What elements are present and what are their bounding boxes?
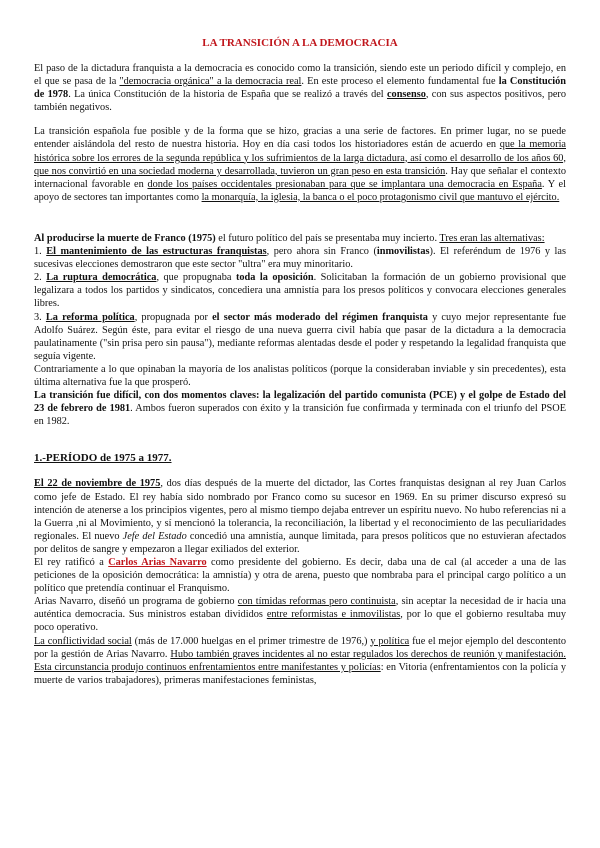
outcome-paragraph: Contrariamente a lo que opinaban la mayoría de los analistas políticos (porque la consideraban inviable y sin precedentes), esta última alternativa fue la que prosperó. <box>34 363 566 388</box>
page-title: LA TRANSICIÓN A LA DEMOCRACIA <box>202 37 398 49</box>
intro-paragraph: El paso de la dictadura franquista a la democracia es conocido como la transición, siendo este un periodo difícil y complejo, en el que se pasa de la "democracia orgánica" a la democracia real. En este proceso el elemento fundamental fue la Constitución de 1978. La única Constitución de la historia de España que se realizó a través del consenso, con sus aspectos positivos, pero también negativos. <box>34 63 567 114</box>
section-heading: 1.-PERÍODO de 1975 a 1977. <box>34 452 172 465</box>
key-moments-paragraph: La transición fue difícil, con dos momentos claves: la legalización del partido comunista (PCE) y el golpe de Estado del 23 de febrero de 1981. Ambos fueron superados con éxito y la transición fue confirmada y terminada con el triunfo del PSOE en 1982. <box>34 390 567 428</box>
king-paragraph: El 22 de noviembre de 1975, dos días después de la muerte del dictador, las Cortes franquistas designan al rey Juan Carlos como jefe de Estado. El rey había sido nombrado por Franco como su sucesor en 1969. En su primer discurso expresó su intención de atenerse a los principios vigentes, pero al mismo tiempo dejaba entrever un espíritu nuevo. No hubo referencias ni a la Guerra ,ni al Movimiento, y sí mencionó la tolerancia, la reconciliación, la libertad y el reconocimiento de las peculiaridades regionales. El nuevo Jefe del Estado concedió una amnistía, aunque limitada, para presos políticos que no estuvieran afectados por delitos de sangre y empezaron a llegar exiliados del exterior. <box>34 478 566 555</box>
alternative-item-3: 3. La reforma política, propugnada por el sector más moderado del régimen franquista y cuyo mejor representante fue Adolfo Suárez. Según éste, para evitar el riesgo de una nueva guerra civil había que pasar de la dictadura a la democracia paulatinamente ("sin prisa pero sin pausa"), mediante reformas alentadas desde el poder y respetando la legalidad franquista que seguía vigente. <box>34 311 566 362</box>
arias-navarro-paragraph: El rey ratificó a Carlos Arias Navarro como presidente del gobierno. Es decir, daba una de cal (al acceder a una de las peticiones de la oposición democrática: la amnistía) y otra de arena, puesto que nombraba para el principal cargo político a un político que pretendía continuar el Franquismo. <box>34 557 566 595</box>
alternatives-intro: Al producirse la muerte de Franco (1975) el futuro político del país se presentaba muy incierto. Tres eran las alternativas: <box>34 232 545 244</box>
alternative-item-2: 2. La ruptura democrática, que propugnaba toda la oposición. Solicitaban la formación de un gobierno provisional que legalizara a todos los partidos y sindicatos, concediera una amnistía para los presos políticos y convocara elecciones generales libres. <box>34 272 566 310</box>
government-program-paragraph: Arias Navarro, diseñó un programa de gobierno con tímidas reformas pero continuista, sin aceptar la necesidad de ir hacia una auténtica democracia. Sus ministros estaban divididos entre reformistas e inmovilistas, por lo que el gobierno resultaba muy poco operativo. <box>34 596 566 634</box>
social-conflict-paragraph: La conflictividad social (más de 17.000 huelgas en el primer trimestre de 1976,) y política fue el mejor ejemplo del descontento por la gestión de Arias Navarro. Hubo también graves incidentes al no estar regulados los derechos de reunión y manifestación. Esta circunstancia produjo continuos enfrentamientos entre manifestantes y policías: en Vitoria (enfrentamientos con la policía y muerte de varios trabajadores), primeras manifestaciones feministas, <box>34 635 567 686</box>
factors-paragraph: La transición española fue posible y de la forma que se hizo, gracias a una serie de factores. En primer lugar, no se puede entender aislándola del resto de nuestra historia. Hoy en día casi todos los historiadores están de acuerdo en que la memoria histórica sobre los errores de la segunda república y los sufrimientos de la larga dictadura, así como el desarrollo de los años 60, que nos convirtió en una sociedad moderna y desarrollada, tuvieron un gran peso en esta transición. Hay que señalar el contexto internacional favorable en donde los países occidentales presionaban para que se implantara una democracia en España. Y el apoyo de sectores tan importantes como la monarquía, la iglesia, la banca o el poco protagonismo civil que mantuvo el ejército. <box>34 126 566 203</box>
alternative-item-1: 1. El mantenimiento de las estructuras franquistas, pero ahora sin Franco (inmovilistas). El referéndum de 1976 y las sucesivas elecciones demostraron que este sector "ultra" era muy minoritario. <box>34 246 566 271</box>
